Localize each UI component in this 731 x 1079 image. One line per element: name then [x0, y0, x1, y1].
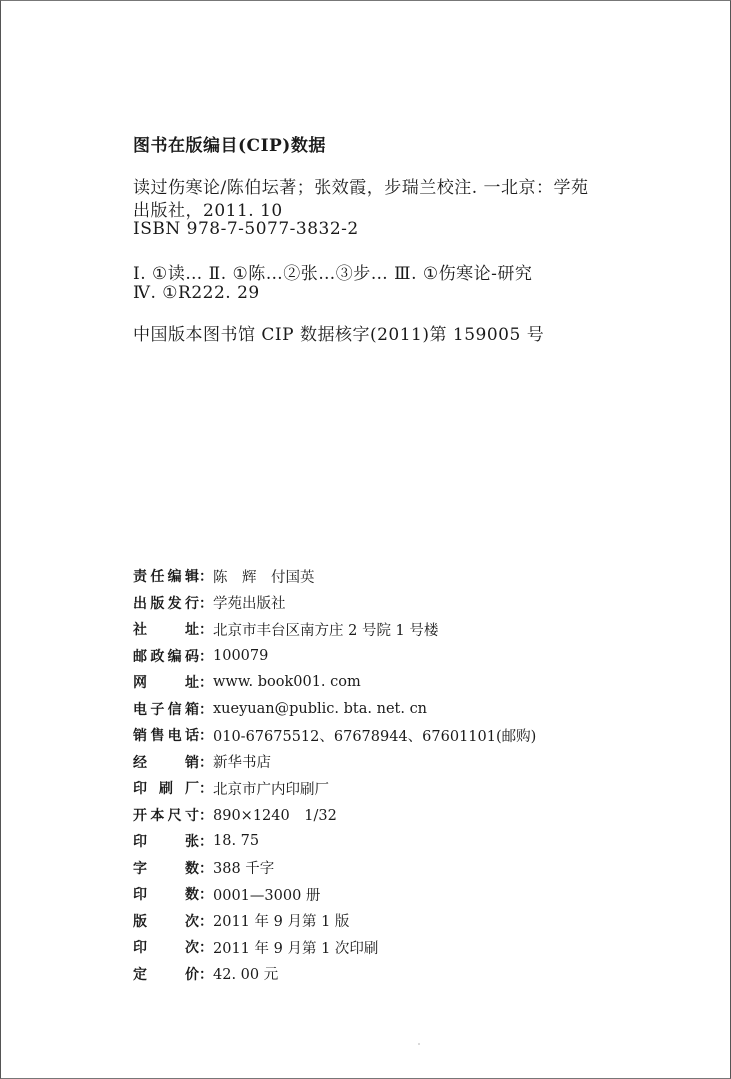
pub-label: 社址 — [133, 622, 199, 639]
pub-label: 电子信箱 — [133, 701, 199, 718]
pub-colon: ： — [199, 887, 213, 904]
pub-row-sheets — [133, 828, 536, 855]
cip-line-record-number: 中国版本图书馆 CIP 数据核字(2011)第 159005 号 — [133, 325, 545, 345]
pub-row-email — [133, 696, 536, 723]
pub-value: 18. 75 — [213, 833, 260, 850]
pub-row-impression — [133, 934, 536, 961]
pub-value: 北京市广内印刷厂 — [213, 781, 329, 798]
pub-value: www. book001. com — [213, 674, 361, 691]
pub-value: 388 千字 — [213, 861, 275, 878]
pub-label: 版次 — [133, 913, 199, 930]
pub-label: 印刷厂 — [133, 781, 199, 798]
pub-row-print-run — [133, 881, 536, 908]
pub-colon: ： — [199, 781, 213, 798]
pub-colon: ： — [199, 834, 213, 851]
pub-label: 定价 — [133, 966, 199, 983]
cip-line-publisher-date: 出版社，2011. 10 — [133, 201, 283, 221]
pub-colon: ： — [199, 648, 213, 665]
pub-colon: ： — [199, 675, 213, 692]
pub-row-publisher — [133, 590, 536, 617]
pub-value: 陈 辉 付国英 — [213, 569, 315, 586]
publication-info-list — [133, 563, 536, 987]
cip-line-classification: Ⅳ. ①R222. 29 — [133, 283, 260, 303]
cip-line-title-author: 读过伤寒论/陈伯坛著；张效霞，步瑞兰校注. 一北京：学苑 — [133, 178, 589, 198]
pub-row-format — [133, 802, 536, 829]
pub-label: 销售电话 — [133, 728, 199, 745]
pub-colon: ： — [199, 728, 213, 745]
pub-row-edition — [133, 908, 536, 935]
pub-value: 890×1240 1/32 — [213, 808, 337, 825]
pub-colon: ： — [199, 754, 213, 771]
pub-value: 42. 00 元 — [213, 967, 279, 984]
pub-label: 出版发行 — [133, 595, 199, 612]
pub-label: 邮政编码 — [133, 648, 199, 665]
pub-colon: ： — [199, 595, 213, 612]
pub-value: 2011 年 9 月第 1 版 — [213, 914, 350, 931]
pub-label: 印次 — [133, 940, 199, 957]
pub-colon: ： — [199, 860, 213, 877]
pub-value: xueyuan@public. bta. net. cn — [213, 700, 428, 717]
pub-label: 印数 — [133, 887, 199, 904]
cip-line-isbn: ISBN 978-7-5077-3832-2 — [133, 219, 359, 239]
pub-row-price — [133, 961, 536, 988]
pub-row-distributor — [133, 749, 536, 776]
pub-row-address — [133, 616, 536, 643]
pub-row-sales-phone — [133, 722, 536, 749]
pub-label: 经销 — [133, 754, 199, 771]
scan-speck — [418, 1043, 420, 1045]
cip-line-subject-terms: Ⅰ. ①读… Ⅱ. ①陈…②张…③步… Ⅲ. ①伤寒论-研究 — [133, 264, 533, 284]
pub-row-editor — [133, 563, 536, 590]
pub-colon: ： — [199, 569, 213, 586]
pub-colon: ： — [199, 913, 213, 930]
pub-row-word-count — [133, 855, 536, 882]
pub-row-postcode — [133, 643, 536, 670]
pub-value: 2011 年 9 月第 1 次印刷 — [213, 940, 379, 957]
pub-label: 网址 — [133, 675, 199, 692]
pub-label: 责任编辑 — [133, 569, 199, 586]
pub-label: 印张 — [133, 834, 199, 851]
pub-row-website — [133, 669, 536, 696]
pub-value: 100079 — [213, 647, 269, 664]
pub-colon: ： — [199, 701, 213, 718]
pub-value: 学苑出版社 — [213, 596, 286, 613]
cip-title: 图书在版编目(CIP)数据 — [133, 136, 326, 156]
pub-label: 开本尺寸 — [133, 807, 199, 824]
pub-colon: ： — [199, 940, 213, 957]
pub-colon: ： — [199, 622, 213, 639]
pub-value: 新华书店 — [213, 755, 271, 772]
pub-value: 0001—3000 册 — [213, 887, 321, 904]
pub-value: 010-67675512、67678944、67601101(邮购) — [213, 728, 537, 745]
pub-row-printer — [133, 775, 536, 802]
pub-value: 北京市丰台区南方庄 2 号院 1 号楼 — [213, 622, 439, 639]
pub-colon: ： — [199, 807, 213, 824]
pub-colon: ： — [199, 966, 213, 983]
pub-label: 字数 — [133, 860, 199, 877]
